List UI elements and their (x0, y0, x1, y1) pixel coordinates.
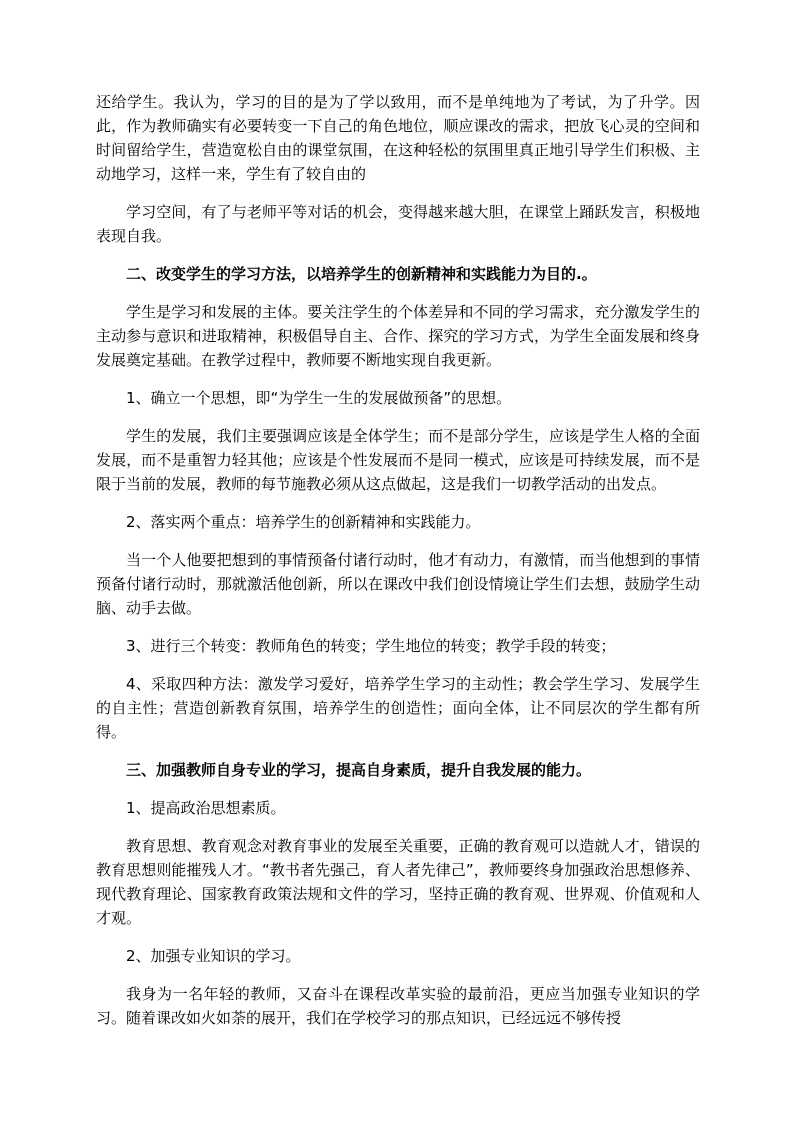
paragraph-5: 当一个人他要把想到的事情预备付诸行动时，他才有动力，有激情，而当他想到的事情预备付诸行动时，那就激活他创新，所以在课改中我们创设情境让学生们去想，鼓励学生动脑、动手去做。 (96, 551, 700, 617)
paragraph-6: 教育思想、教育观念对教育事业的发展至关重要，正确的教育观可以造就人才，错误的教育思想则能摧残人才。“教书者先强己，育人者先律己”，教师要终身加强政治思想修养、现代教育理论、国家教育政策法规和文件的学习，坚持正确的教育观、世界观、价值观和人才观。 (96, 837, 700, 927)
subheading-1: 1、确立一个思想，即“为学生一生的发展做预备”的思想。 (126, 389, 512, 407)
paragraph-7: 我身为一名年轻的教师，又奋斗在课程改革实验的最前沿，更应当加强专业知识的学习。随着课改如火如荼的展开，我们在学校学习的那点知识，已经远远不够传授 (96, 985, 700, 1027)
subheading-3: 3、进行三个转变：教师角色的转变；学生地位的转变；教学手段的转变； (126, 637, 616, 655)
subheading-5: 1、提高政治思想素质。 (126, 799, 286, 817)
paragraph-2: 学习空间，有了与老师平等对话的机会，变得越来越大胆，在课堂上踊跃发言，积极地表现自我。 (96, 203, 700, 245)
subheading-4: 4、采取四种方法：激发学习爱好，培养学生学习的主动性；教会学生学习、发展学生的自主性；营造创新教育氛围，培养学生的创造性；面向全体，让不同层次的学生都有所得。 (96, 675, 700, 741)
document-body (96, 90, 700, 1030)
paragraph-3: 学生是学习和发展的主体。要关注学生的个体差异和不同的学习需求，充分激发学生的主动参与意识和进取精神，积极倡导自主、合作、探究的学习方式，为学生全面发展和终身发展奠定基础。在教学过程中，教师要不断地实现自我更新。 (96, 303, 700, 369)
paragraph-1: 还给学生。我认为，学习的目的是为了学以致用，而不是单纯地为了考试，为了升学。因此，作为教师确实有必要转变一下自己的角色地位，顺应课改的需求，把放飞心灵的空间和时间留给学生，营造宽松自由的课堂氛围，在这种轻松的氛围里真正地引导学生们积极、主动地学习，这样一来，学生有了较自由的 (96, 93, 700, 183)
section-heading-3: 三、加强教师自身专业的学习，提高自身素质，提升自我发展的能力。 (126, 761, 592, 779)
subheading-6: 2、加强专业知识的学习。 (126, 947, 301, 965)
section-heading-2: 二、改变学生的学习方法，以培养学生的创新精神和实践能力为目的.。 (126, 265, 597, 283)
paragraph-4: 学生的发展，我们主要强调应该是全体学生；而不是部分学生，应该是学生人格的全面发展，而不是重智力轻其他；应该是个性发展而不是同一模式，应该是可持续发展，而不是限于当前的发展，教师的每节施教必须从这点做起，这是我们一切教学活动的出发点。 (96, 427, 700, 493)
subheading-2: 2、落实两个重点：培养学生的创新精神和实践能力。 (126, 513, 481, 531)
